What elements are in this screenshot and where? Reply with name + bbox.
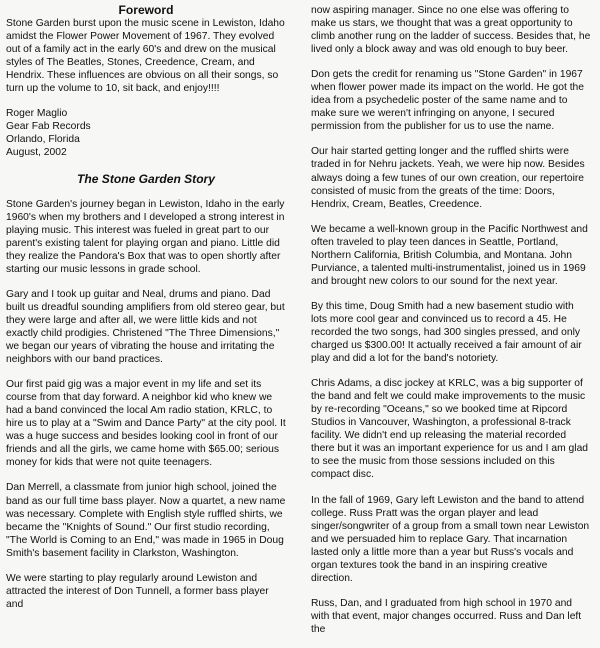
story-paragraph: now aspiring manager. Since no one else was offering to make us stars, we thought that was a great opportunity to climb another rung on the ladder of success. Besides that, he lived only a block away and was old enough to buy beer. [311, 5, 591, 56]
story-paragraph: Don gets the credit for renaming us "Stone Garden" in 1967 when flower power made its impact on the world. He got the idea from a psychedelic poster of the same name and to make sure we weren't infringing on anyone, I secured permission from the publisher for us to use the name. [311, 69, 585, 133]
story-paragraph: Dan Merrell, a classmate from junior high school, joined the band as our full time bass player. Now a quartet, a new name was necessary. Complete with English style ruffled shirts, we became the "Knights of Sound." Our first studio recording, "The World is Coming to an End," was made in 1965 in Doug Smith's basement facility in Clarkston, Washington. [6, 482, 286, 559]
story-paragraph: We became a well-known group in the Pacific Northwest and often traveled to play teen dances in Seattle, Portland, Northern California, British Columbia, and Montana. John Purviance, a talented multi-instrumentalist, joined us in 1969 and brought new colors to our sound for the next year. [311, 223, 588, 287]
story-paragraph: Chris Adams, a disc jockey at KRLC, was a big supporter of the band and felt we could make improvements to the music by re-recording "Oceans," so we booked time at Ripcord Studios in Vancouver, Washington, a professional 8-track facility. We didn't end up releasing the material recorded there but it was an important experience for us and I am glad to see the music from those sessions included on this compact disc. [311, 378, 589, 481]
signature-date: August, 2002 [6, 147, 67, 159]
story-paragraph: Gary and I took up guitar and Neal, drums and piano. Dad built us dreadful sounding amplifiers from old stereo gear, but they were large and after all, we were little kids and not exactly child prodigies. Christened "The Three Dimensions," we began our years of vibrating the house and irritating the neighbors with our band practices. [6, 288, 285, 366]
story-paragraph: Stone Garden's journey began in Lewiston, Idaho in the early 1960's when my brothers and I developed a strong interest in playing music. This interest was fueled in great part to our parent's existing talent for playing organ and piano. Little did they realize the Pandora's Box that was to open shortly after starting our music lessons in grade school. [6, 198, 285, 275]
story-paragraph: We were starting to play regularly around Lewiston and attracted the interest of Don Tunnell, a former bass player and [6, 572, 269, 610]
story-paragraph: Our first paid gig was a major event in my life and set its course from that day forward. A neighbor kid who knew we had a band convinced the local Am radio station, KRLC, to hire us to play at a "Swim and Dance Party" at the city pool. It was a huge success and besides looking cool in front of our friends and all the girls, we came home with $65.00; serious money for kids that were not quite teenagers. [6, 379, 286, 469]
signature-block [6, 107, 286, 159]
story-paragraph: By this time, Doug Smith had a new basement studio with lots more cool gear and convinced us to record a 45. He recorded the two songs, had 300 singles pressed, and only charged us $300.00! It actually received a fair amount of air play and did a lot for the band's notoriety. [311, 300, 582, 365]
story-paragraph: In the fall of 1969, Gary left Lewiston and the band to attend college. Russ Pratt was the organ player and lead singer/songwriter of a group from a small town near Lewiston and we persuaded him to replace Gary. That incarnation lasted only a little more than a year but Russ's vocals and organ textures took the band in an inspiring creative direction. [311, 494, 590, 584]
signature-name: Roger Maglio [6, 108, 68, 120]
signature-company: Gear Fab Records [6, 121, 91, 133]
story-paragraph: Our hair started getting longer and the ruffled shirts were traded in for Nehru jackets. Yeah, we were hip now. Besides always doing a few tunes of our own creation, our repertoire consisted of music from the greats of the time: Doors, Hendrix, Cream, Beatles, Creedence. [311, 146, 585, 210]
signature-location: Orlando, Florida [6, 134, 80, 146]
story-paragraph: Russ, Dan, and I graduated from high school in 1970 and with that event, major changes occurred. Russ and Dan left the [311, 597, 582, 635]
story-heading: The Stone Garden Story [77, 171, 215, 186]
left-column [6, 4, 286, 623]
foreword-paragraph: Stone Garden burst upon the music scene in Lewiston, Idaho amidst the Flower Power Movement of 1967. They evolved out of a family act in the early 60's and drew on the musical styles of The Beatles, Stones, Creedence, Cream, and Hendrix. These influences are obvious on all their songs, so turn up the volume to 10, sit back, and enjoy!!!! [6, 18, 285, 95]
right-column [311, 4, 591, 648]
foreword-heading: Foreword [118, 3, 174, 17]
